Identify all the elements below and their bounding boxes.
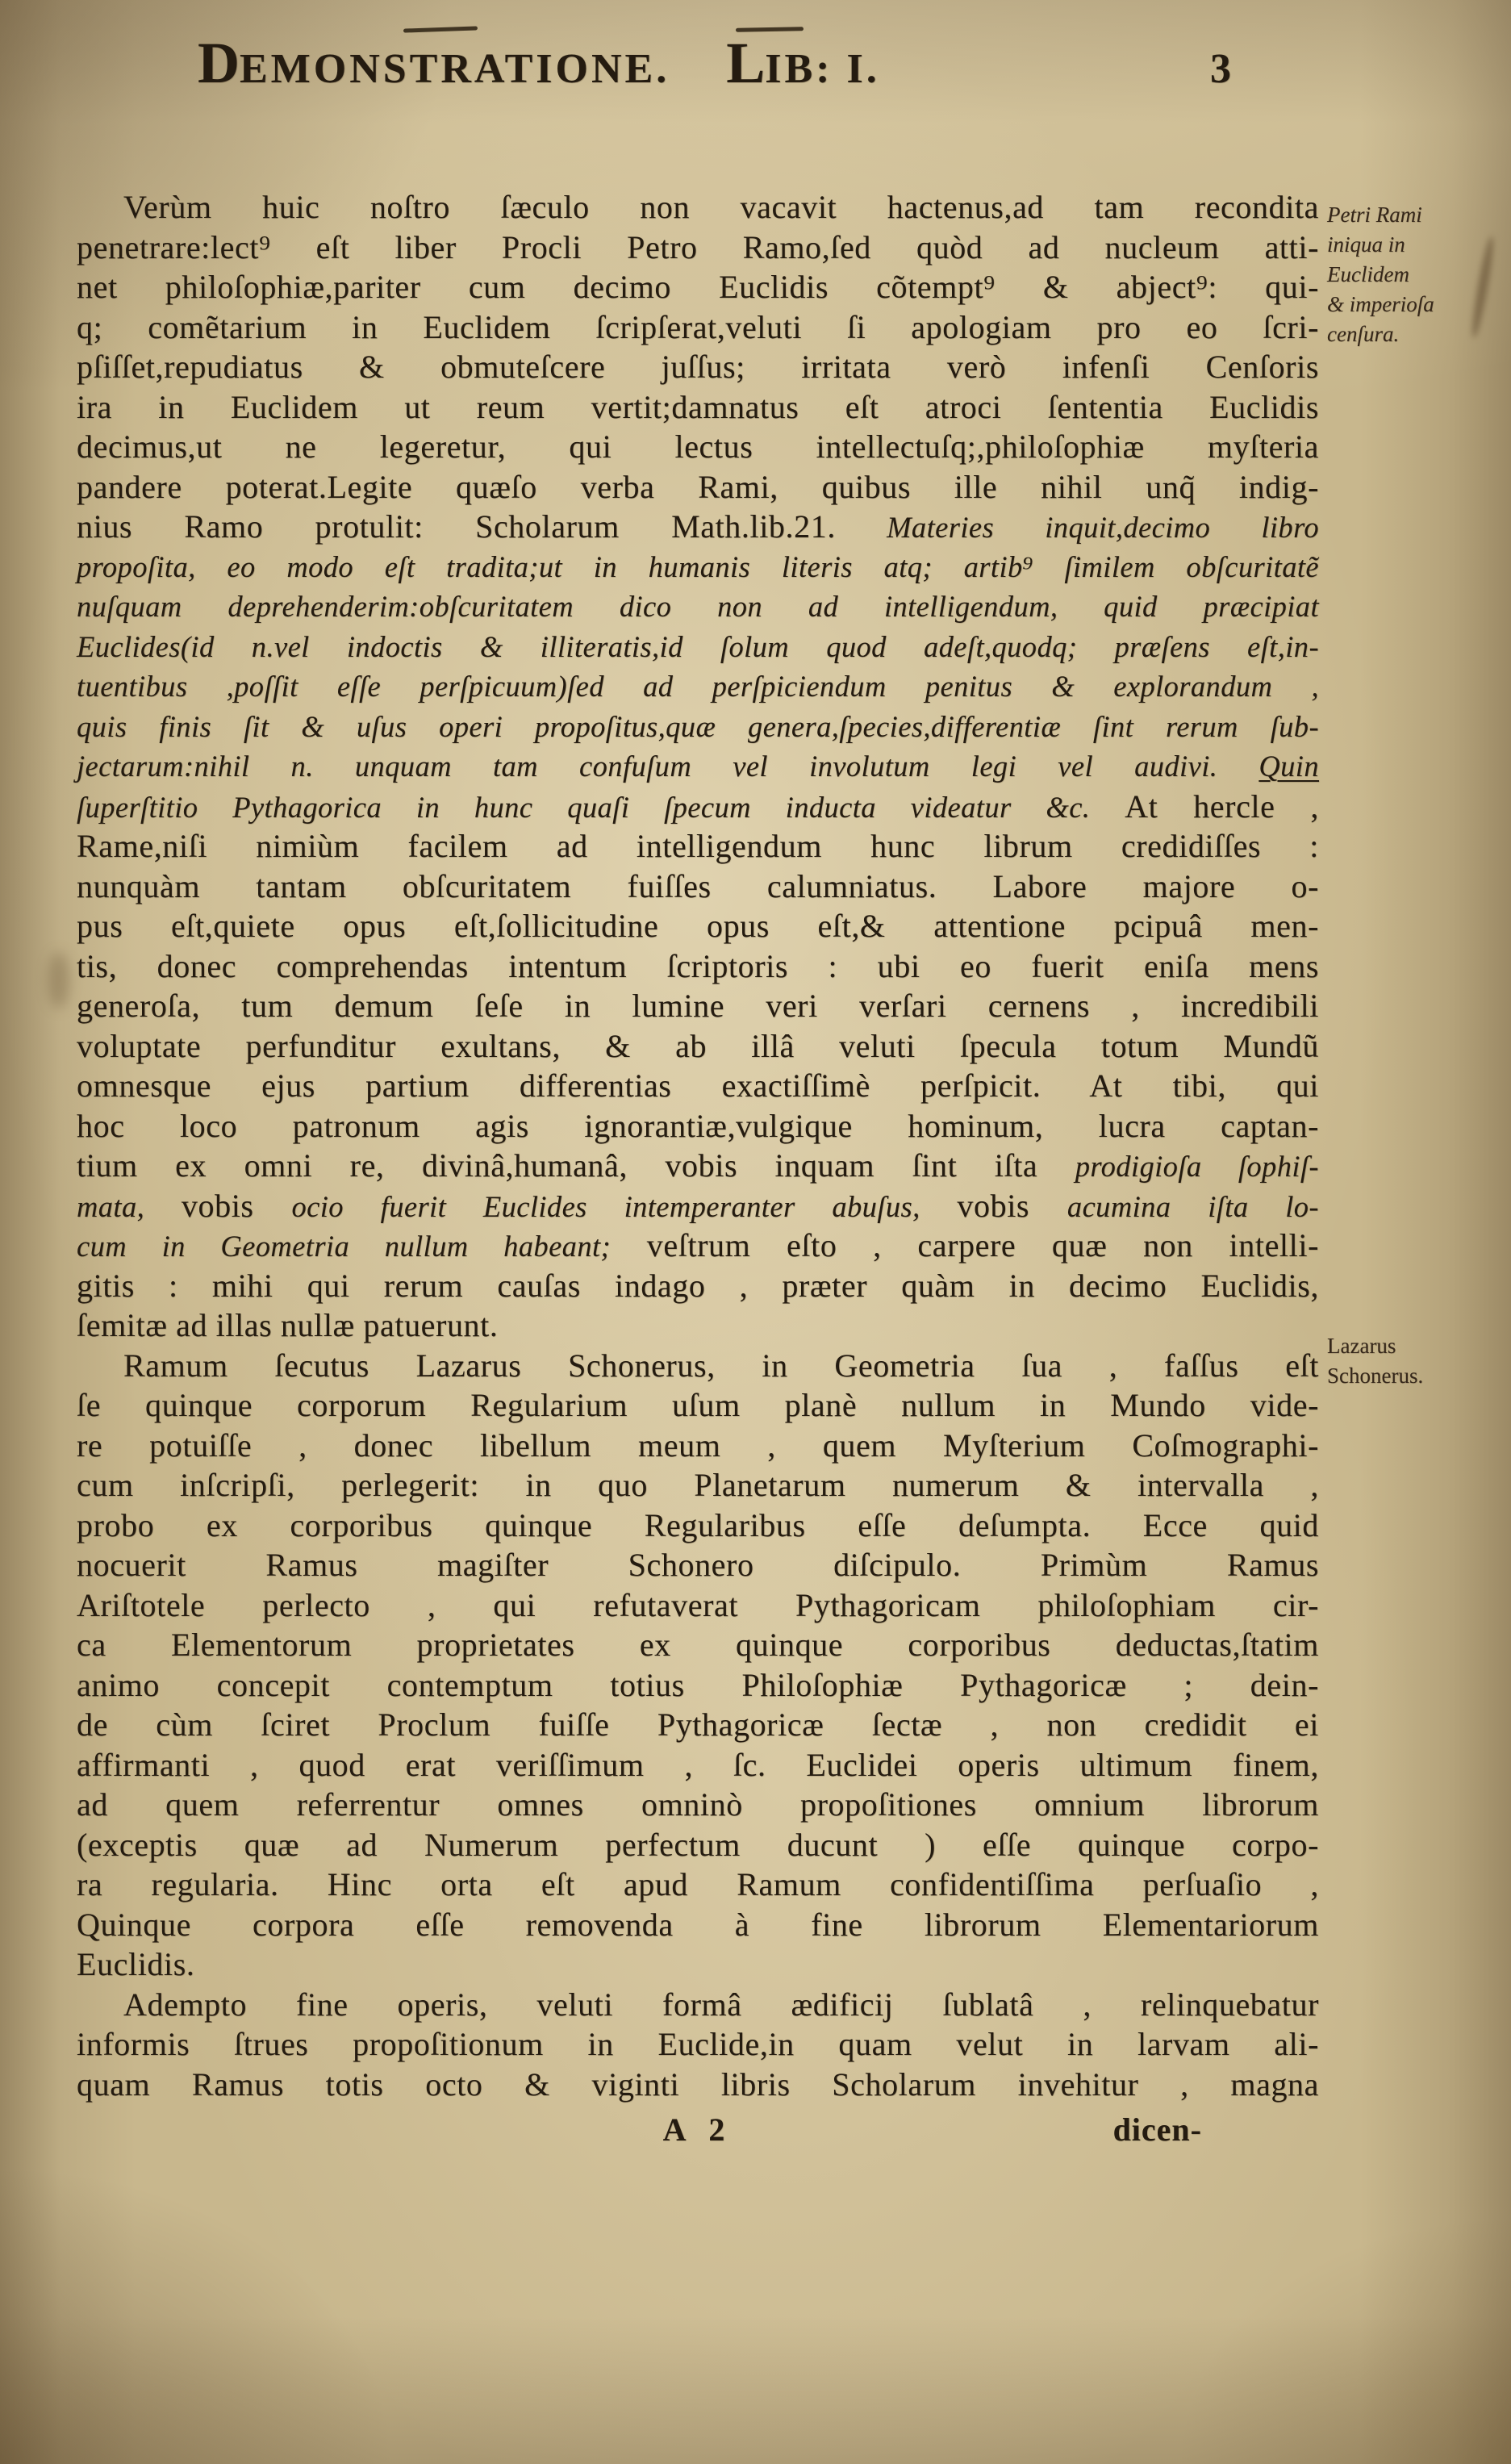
- text-line: [77, 1944, 1319, 1985]
- margin-note-line: cenſura.: [1327, 322, 1400, 346]
- text-segment: probo ex corporibus quinque Regularibus eſſe deſumpta. Ecce quid: [77, 1506, 1319, 1543]
- text-line: [77, 1545, 1319, 1585]
- text-line: [77, 1665, 1319, 1706]
- text-line: [77, 267, 1319, 307]
- text-segment: propoſita, eo modo eſt tradita;ut in humanis literis atq; artib⁹ ſimilem obſcuritatẽ: [77, 549, 1319, 583]
- margin-note-line: Euclidem: [1327, 262, 1409, 286]
- text-line: [77, 347, 1319, 387]
- text-line: [77, 986, 1319, 1026]
- text-segment: pus eſt,quiete opus eſt,ſollicitudine opus eſt,& attentione pcipuâ men-: [77, 908, 1319, 944]
- text-line: [77, 1106, 1319, 1146]
- text-line: [77, 2024, 1319, 2065]
- text-segment: Quin: [1258, 750, 1319, 783]
- text-segment: jectarum:nihil n. unquam tam confuſum vel involutum legi vel audivi.: [77, 750, 1259, 783]
- text-line: [77, 1266, 1319, 1306]
- text-line: [77, 1506, 1319, 1546]
- text-line: [77, 2065, 1319, 2105]
- text-segment: prodigioſa ſophiſ-: [1075, 1150, 1319, 1183]
- text-line: [77, 1745, 1319, 1785]
- text-segment: ſuperſtitio Pythagorica in hunc quaſi ſpecum inducta videatur &c.: [77, 790, 1125, 824]
- text-line: [77, 307, 1319, 348]
- text-segment: ra regularia. Hinc orta eſt apud Ramum confidentiſſima perſuaſio ,: [77, 1866, 1319, 1902]
- page-title: [77, 29, 880, 113]
- text-segment: Ramum ſecutus Lazarus Schonerus, in Geometria ſua , faſſus eſt: [123, 1347, 1319, 1384]
- text-line: [77, 187, 1319, 228]
- text-segment: ſe quinque corporum Regularium uſum planè nullum in Mundo vide-: [77, 1387, 1319, 1423]
- margin-note-line: Petri Rami: [1327, 203, 1422, 227]
- book-label: [726, 31, 880, 95]
- text-segment: Euclidis.: [77, 1946, 195, 1982]
- text-line: [77, 1026, 1319, 1067]
- text-segment: cum in Geometria nullum habeant;: [77, 1230, 611, 1263]
- text-line: [77, 826, 1319, 867]
- text-segment: omnesque ejus partium differentias exactiſſimè perſpicit. At tibi, qui: [77, 1067, 1319, 1104]
- text-segment: animo concepit contemptum totius Philoſophiæ Pythagoricæ ; dein-: [77, 1666, 1319, 1703]
- text-line: [77, 427, 1319, 467]
- text-segment: decimus,ut ne legeretur, qui lectus intellectuſq;,philoſophiæ myſteria: [77, 428, 1319, 465]
- text-segment: nocuerit Ramus magiſter Schonero diſcipulo. Primùm Ramus: [77, 1547, 1319, 1583]
- page-footer: [77, 2111, 1319, 2156]
- text-segment: informis ſtrues propoſitionum in Euclide,in quam velut in larvam ali-: [77, 2026, 1319, 2062]
- text-line: [77, 1186, 1319, 1226]
- text-segment: ocio fuerit Euclides intemperanter abuſus,: [291, 1189, 958, 1223]
- book-initial: L: [726, 31, 766, 95]
- text-line: [77, 1865, 1319, 1905]
- text-line: [77, 1426, 1319, 1466]
- text-segment: veſtrum eſto , carpere quæ non intelli-: [611, 1227, 1319, 1263]
- text-segment: tis, donec comprehendas intentum ſcriptoris : ubi eo fuerit eniſa mens: [77, 947, 1319, 984]
- text-segment: (exceptis quæ ad Numerum perfectum ducunt ) eſſe quinque corpo-: [77, 1826, 1319, 1863]
- text-line: [77, 547, 1319, 587]
- text-segment: ſemitæ ad illas nullæ patuerunt.: [77, 1307, 499, 1343]
- text-line: [77, 906, 1319, 946]
- text-segment: ad quem referrentur omnes omninò propoſitiones omnium librorum: [77, 1786, 1319, 1823]
- text-segment: vobis: [957, 1187, 1067, 1224]
- margin-note-line: Schonerus.: [1327, 1364, 1424, 1388]
- text-line: [77, 1305, 1319, 1346]
- text-line: [77, 707, 1319, 747]
- text-segment: net philoſophiæ,pariter cum decimo Euclidis cõtempt⁹ & abject⁹: qui-: [77, 269, 1319, 305]
- text-line: [77, 1585, 1319, 1626]
- text-segment: quis finis ſit & uſus operi propoſitus,quæ genera,ſpecies,differentiæ ſint rerum ſub-: [77, 709, 1319, 743]
- text-segment: nuſquam deprehenderim:obſcuritatem dico non ad intelligendum, quid præcipiat: [77, 590, 1319, 623]
- text-line: [77, 467, 1319, 507]
- title-initial: D: [198, 31, 240, 95]
- main-text-block: [77, 187, 1319, 2104]
- text-segment: acumina iſta lo-: [1066, 1189, 1319, 1223]
- text-segment: At hercle ,: [1125, 787, 1319, 825]
- text-line: [77, 1066, 1319, 1106]
- text-segment: Adempto fine operis, veluti formâ ædificij ſublatâ , relinquebatur: [123, 1986, 1319, 2023]
- text-line: [77, 1985, 1319, 2025]
- text-line: [77, 1705, 1319, 1745]
- text-segment: pandere poterat.Legite quæſo verba Rami, quibus ille nihil unq̃ indig-: [77, 468, 1319, 505]
- text-line: [77, 1226, 1319, 1266]
- text-segment: quam Ramus totis octo & viginti libris Scholarum invehitur , magna: [77, 2065, 1319, 2103]
- stain: [48, 952, 69, 1009]
- catchword: dicen-: [1112, 2111, 1202, 2148]
- text-segment: Rame,niſi nimiùm facilem ad intelligendum hunc librum credidiſſes :: [77, 828, 1319, 864]
- text-line: [77, 1465, 1319, 1506]
- text-segment: penetrare:lect⁹ eſt liber Procli Petro Ramo,ſed quòd ad nucleum atti-: [77, 228, 1319, 265]
- text-line: [77, 867, 1319, 907]
- text-segment: ira in Euclidem ut reum vertit;damnatus eſt atroci ſententia Euclidis: [77, 388, 1319, 425]
- margin-note-line: & imperioſa: [1327, 292, 1434, 316]
- text-segment: nunquàm tantam obſcuritatem fuiſſes calumniatus. Labore majore o-: [77, 867, 1319, 904]
- text-line: [77, 946, 1319, 987]
- signature-mark: A 2: [662, 2111, 733, 2148]
- text-segment: q; comẽtarium in Euclidem ſcripſerat,veluti ſi apologiam pro eo ſcri-: [77, 308, 1319, 345]
- book-rest: IB: I.: [765, 46, 880, 92]
- text-line: [77, 787, 1319, 827]
- text-segment: Verùm huic noſtro ſæculo non vacavit hactenus,ad tam recondita: [123, 189, 1319, 225]
- margin-note-schonerus: [1327, 1331, 1511, 1391]
- text-segment: pſiſſet,repudiatus & obmuteſcere juſſus; irritata verò infenſi Cenſoris: [77, 349, 1319, 385]
- text-line: [77, 1146, 1319, 1186]
- text-segment: ca Elementorum proprietates ex quinque corporibus deductas,ſtatim: [77, 1627, 1319, 1663]
- text-segment: Quinque corpora eſſe removenda à fine librorum Elementariorum: [77, 1906, 1319, 1943]
- page-number: 3: [1210, 46, 1231, 92]
- text-line: [77, 627, 1319, 667]
- text-line: [77, 1346, 1319, 1386]
- text-line: [77, 387, 1319, 428]
- running-head: [77, 29, 1448, 113]
- text-line: [77, 1905, 1319, 1945]
- text-segment: voluptate perfunditur exultans, & ab illâ veluti ſpecula totum Mundũ: [77, 1027, 1319, 1064]
- text-line: [77, 1625, 1319, 1665]
- text-segment: generoſa, tum demum ſeſe in lumine veri verſari cernens , incredibili: [77, 988, 1319, 1024]
- text-segment: nius Ramo protulit: Scholarum Math.lib.21.: [77, 508, 836, 545]
- text-segment: tium ex omni re, divinâ,humanâ, vobis inquam ſint iſta: [77, 1147, 1075, 1184]
- text-line: [77, 746, 1319, 787]
- text-segment: Materies inquit,decimo libro: [835, 511, 1319, 544]
- text-segment: cum inſcripſi, perlegerit: in quo Planetarum numerum & intervalla ,: [77, 1467, 1319, 1503]
- text-segment: tuentibus ,poſſit eſſe perſpicuum)ſed ad perſpiciendum penitus & explorandum ,: [77, 670, 1319, 703]
- text-line: [77, 1825, 1319, 1865]
- title-rest: EMONSTRATIONE.: [240, 46, 670, 92]
- text-segment: mata,: [77, 1189, 182, 1223]
- text-segment: vobis: [181, 1187, 292, 1224]
- text-segment: gitis : mihi qui rerum cauſas indago , præter quàm in decimo Euclidis,: [77, 1267, 1319, 1304]
- text-line: [77, 1785, 1319, 1825]
- text-segment: Ariſtotele perlecto , qui refutaverat Pythagoricam philoſophiam cir-: [77, 1586, 1319, 1623]
- text-segment: affirmanti , quod erat veriſſimum , ſc. Euclidei operis ultimum finem,: [77, 1746, 1319, 1783]
- text-line: [77, 1385, 1319, 1426]
- text-line: [77, 228, 1319, 268]
- margin-note-line: Lazarus: [1327, 1334, 1396, 1358]
- margin-note-line: iniqua in: [1327, 232, 1405, 257]
- text-segment: hoc loco patronum agis ignorantiæ,vulgique hominum, lucra captan-: [77, 1107, 1319, 1144]
- text-segment: re potuiſſe , donec libellum meum , quem Myſterium Coſmographi-: [77, 1426, 1319, 1464]
- text-line: [77, 587, 1319, 627]
- text-segment: de cùm ſciret Proclum fuiſſe Pythagoricæ ſectæ , non credidit ei: [77, 1706, 1319, 1743]
- text-line: [77, 666, 1319, 707]
- text-segment: Euclides(id n.vel indoctis & illiteratis,id ſolum quod adeſt,quodq; præſens eſt,in-: [77, 629, 1319, 663]
- text-line: [77, 507, 1319, 547]
